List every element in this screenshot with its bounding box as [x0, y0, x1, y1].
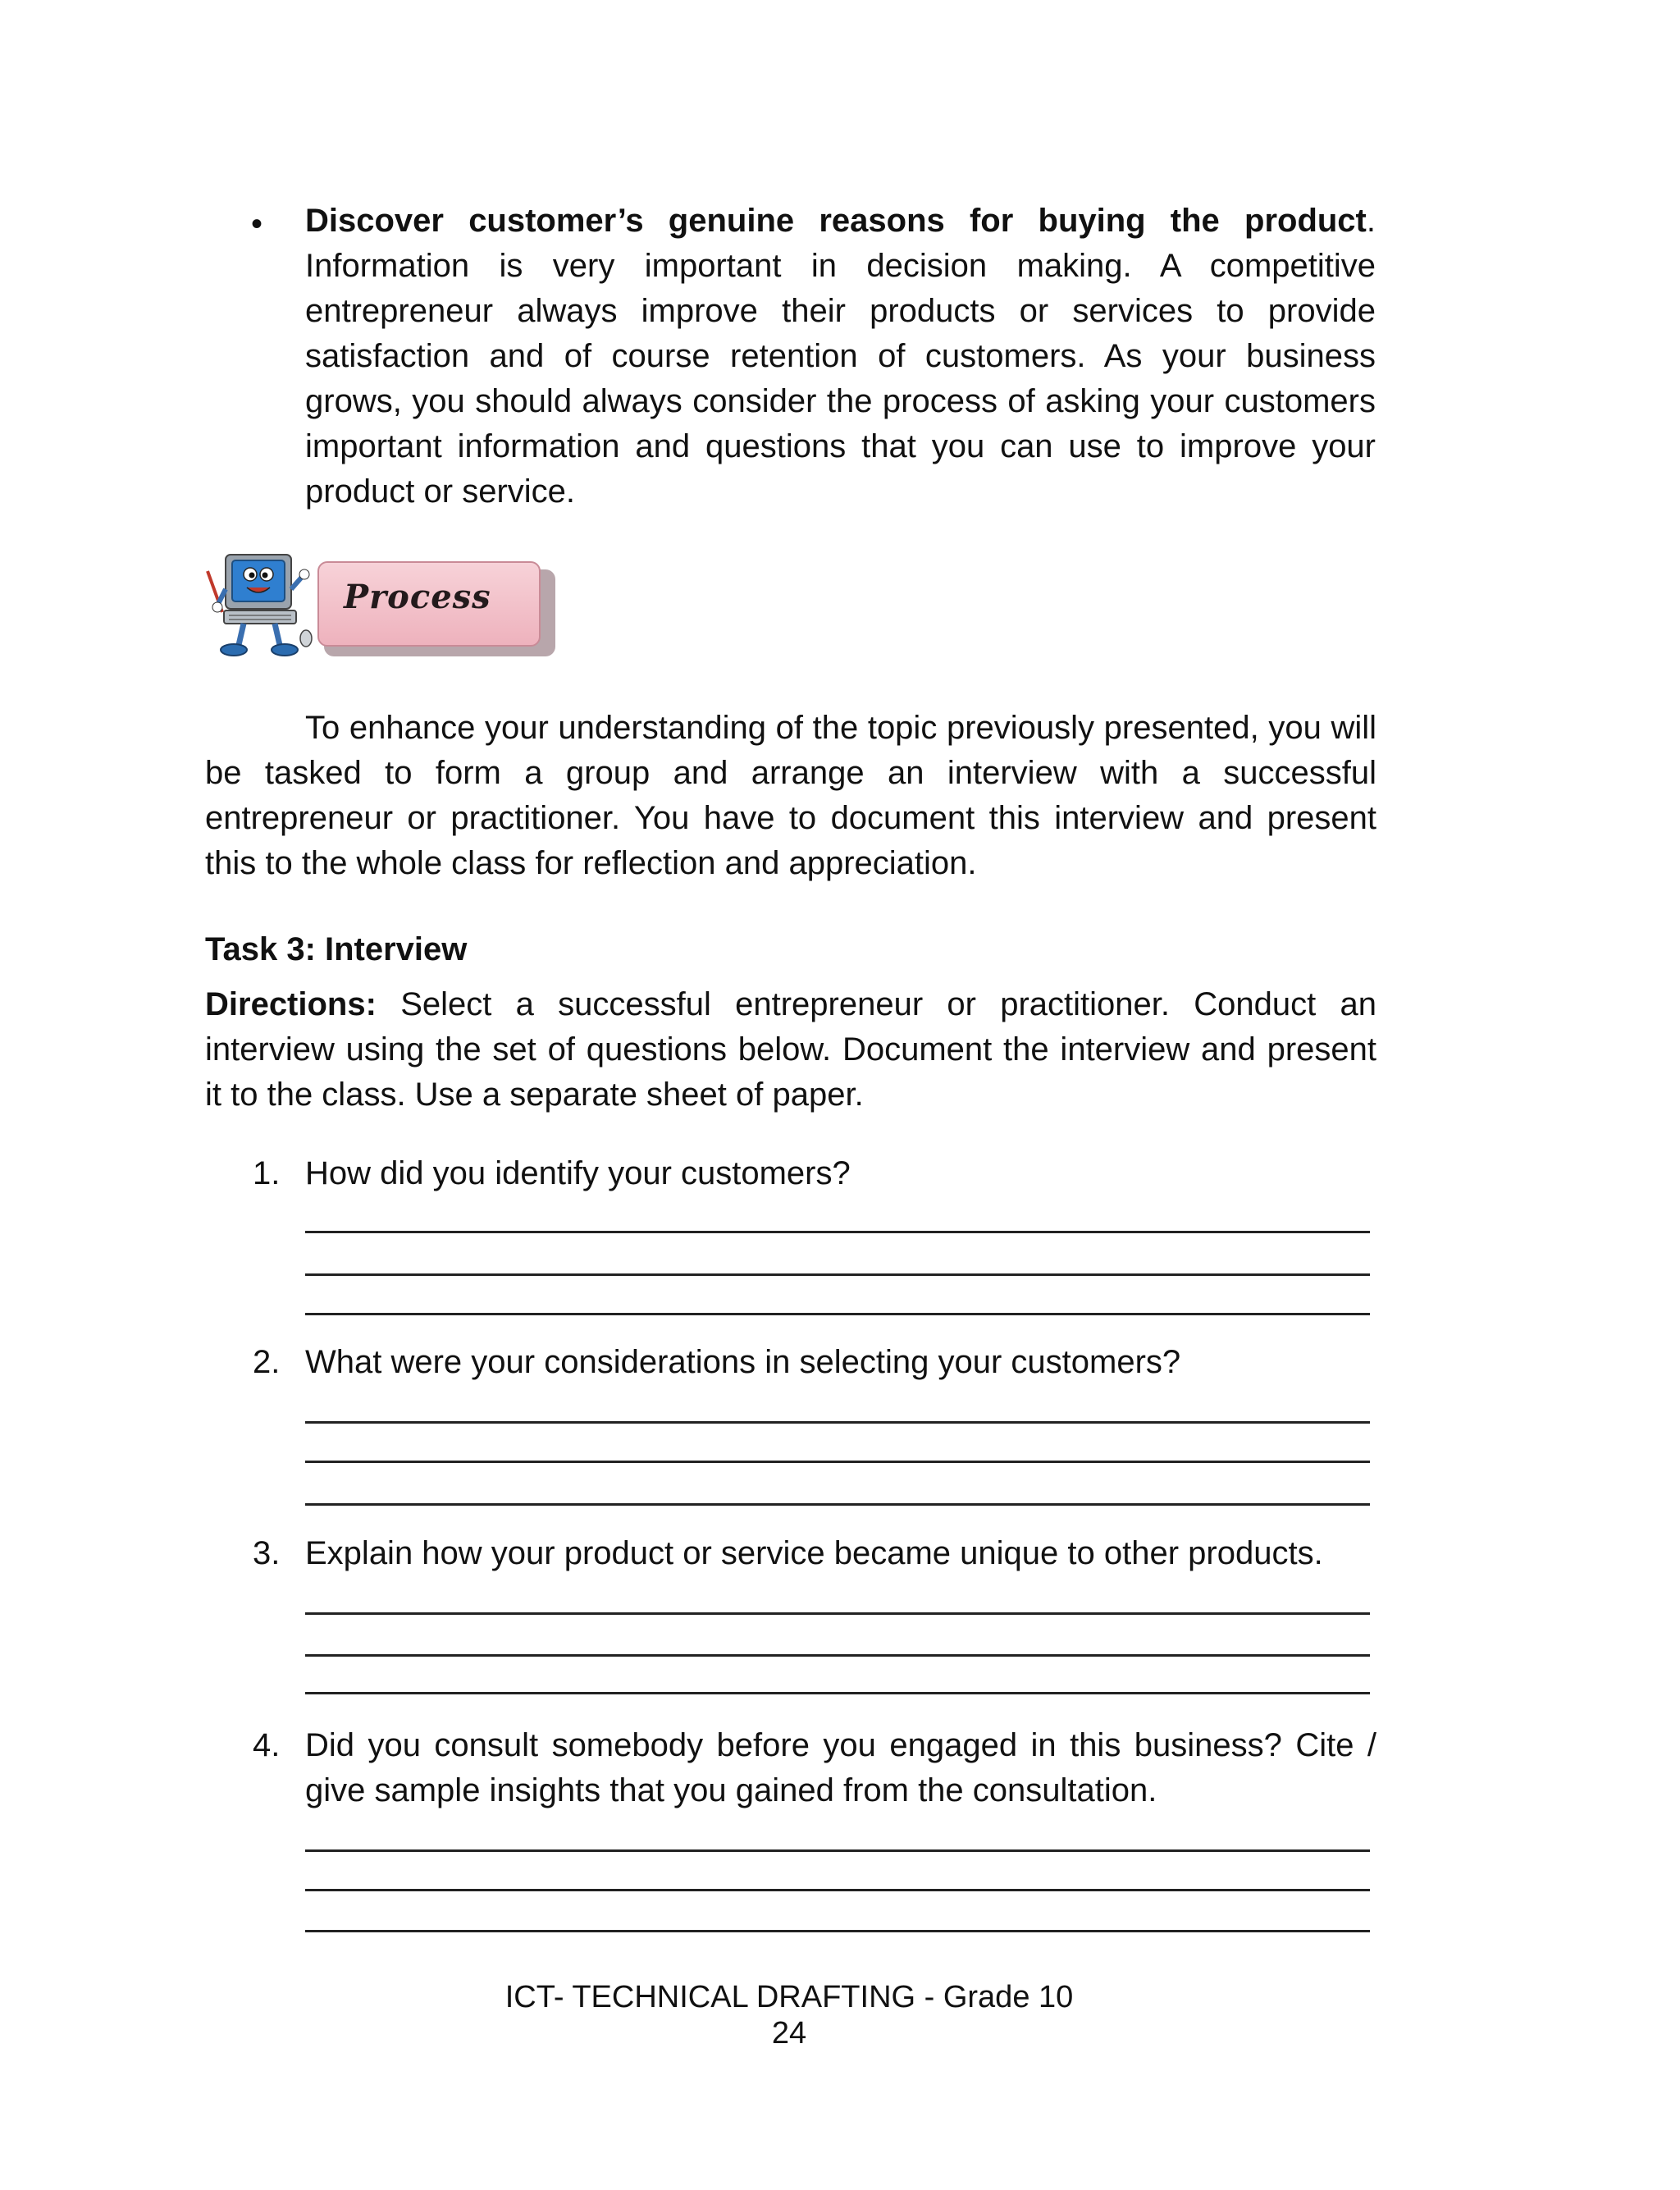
bullet-paragraph	[305, 199, 1376, 514]
bullet-lead-end: .	[1366, 203, 1376, 239]
intro-paragraph: To enhance your understanding of the topic previously presented, you will be tasked to form a group and arrange an interview with a successful entrepreneur or practitioner. You have to document this interview and present this to the whole class for reflection and appreciation.	[205, 710, 1376, 881]
question-text: What were your considerations in selecting your customers?	[305, 1344, 1181, 1380]
question-text: Did you consult somebody before you engaged in this business? Cite / give sample insights that you gained from the consultation.	[305, 1727, 1376, 1808]
question-number: 3.	[253, 1535, 281, 1571]
answer-line[interactable]	[305, 1654, 1370, 1657]
answer-line[interactable]	[305, 1273, 1370, 1276]
question-number: 1.	[253, 1155, 281, 1191]
computer-mascot-icon	[201, 548, 324, 663]
answer-line[interactable]	[305, 1889, 1370, 1891]
task-heading: Task 3: Interview	[205, 931, 468, 967]
answer-line[interactable]	[305, 1231, 1370, 1233]
bullet-lead: Discover customer’s genuine reasons for buying the product	[305, 203, 1367, 239]
footer-subject: ICT- TECHNICAL DRAFTING - Grade 10	[504, 1980, 1074, 2014]
bullet-marker: •	[251, 206, 263, 242]
answer-line[interactable]	[305, 1930, 1370, 1932]
answer-line[interactable]	[305, 1461, 1370, 1463]
answer-line[interactable]	[305, 1503, 1370, 1506]
question-number: 4.	[253, 1727, 281, 1763]
process-label-box	[317, 561, 541, 647]
process-banner	[201, 548, 562, 679]
answer-line[interactable]	[305, 1849, 1370, 1852]
answer-line[interactable]	[305, 1692, 1370, 1694]
answer-line[interactable]	[305, 1313, 1370, 1315]
process-label: Process	[344, 578, 491, 616]
answer-line[interactable]	[305, 1421, 1370, 1424]
question-text: How did you identify your customers?	[305, 1155, 851, 1191]
question-number: 2.	[253, 1344, 281, 1380]
question-text: Explain how your product or service became unique to other products.	[305, 1535, 1323, 1571]
directions-paragraph	[205, 982, 1376, 1118]
bullet-body: Information is very important in decision making. A competitive entrepreneur always improve their products or services to provide satisfaction and of course retention of customers. As your business grows, you should always consider the process of asking your customers important information and questions that you can use to improve your product or service.	[305, 248, 1376, 510]
directions-label: Directions:	[205, 986, 377, 1022]
footer-page-number: 24	[771, 2016, 807, 2051]
answer-line[interactable]	[305, 1612, 1370, 1615]
directions-text: Select a successful entrepreneur or practitioner. Conduct an interview using the set of questions below. Document the interview and present it to the class. Use a separate sheet of paper.	[205, 986, 1376, 1113]
